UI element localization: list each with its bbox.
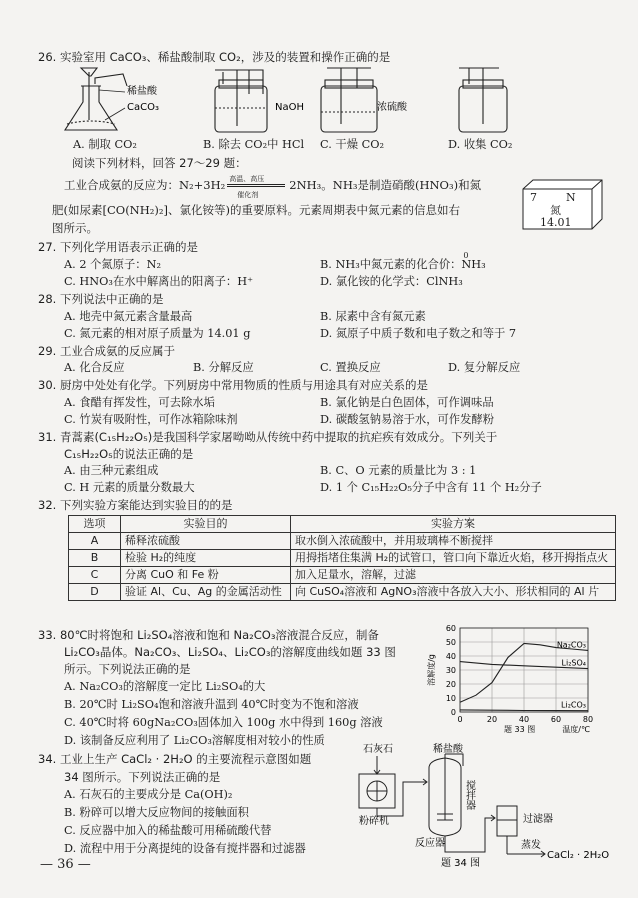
label-reactor: 反应器	[415, 838, 445, 849]
label-filter: 过滤器	[523, 814, 553, 825]
table-header-row	[69, 516, 616, 533]
label-product: CaCl₂ · 2H₂O	[547, 850, 610, 861]
q30-option-c: C. 竹炭有吸附性，可作冰箱除味剂	[64, 413, 238, 426]
header-plan: 实验方案	[291, 516, 616, 533]
y-tick-label: 60	[445, 624, 456, 633]
element-number: 7	[530, 191, 537, 204]
x-axis-label: 温度/℃	[562, 725, 590, 734]
chart-caption: 题 33 图	[504, 725, 536, 734]
table-row: D 验证 Al、Cu、Ag 的金属活动性 向 CuSO₄溶液和 AgNO₃溶液中各放入大小、形状相同的 Al 片	[69, 584, 616, 601]
series-line-3	[460, 710, 588, 711]
q33-stem-2: Li₂CO₃晶体。Na₂CO₃、Li₂SO₄、Li₂CO₃的溶解度曲线如题 33 图	[64, 645, 396, 659]
series-label-2: Li₂SO₄	[561, 658, 586, 668]
q33-option-c: C. 40℃时将 60gNa₂CO₃固体加入 100g 水中得到 160g 溶液	[64, 716, 383, 729]
label-stirrer: 搅拌器	[463, 780, 475, 810]
q26-option-a: A. 制取 CO₂	[73, 138, 137, 151]
element-mass: 14.01	[540, 216, 572, 229]
table-row: B 检验 H₂的纯度 用拇指堵住集满 H₂的试管口，管口向下靠近火焰，移开拇指点火	[69, 550, 616, 567]
q27-option-c: C. HNO₃在水中解离出的阳离子：H⁺	[64, 275, 254, 288]
q30-stem: 30. 厨房中处处有化学。下列厨房中常用物质的性质与用途具有对应关系的是	[38, 378, 428, 392]
q29-option-d: D. 复分解反应	[448, 361, 521, 374]
q28-stem: 28. 下列说法中正确的是	[38, 292, 164, 306]
apparatus-c-dry-bottle	[321, 68, 377, 132]
solubility-chart	[420, 622, 620, 742]
q33-option-a: A. Na₂CO₃的溶解度一定比 Li₂SO₄的大	[64, 680, 266, 693]
q27-stem: 27. 下列化学用语表示正确的是	[38, 240, 198, 254]
label-evaporate: 蒸发	[521, 840, 541, 851]
q33-option-d: D. 该制备反应利用了 Li₂CO₃溶解度相对较小的性质	[64, 734, 325, 747]
q26-apparatus-figure	[55, 64, 595, 136]
series-label-1: Na₂CO₃	[556, 640, 586, 650]
q27-option-b: B. NH₃中氮元素的化合价： 0 NH₃	[320, 251, 486, 271]
q26-option-c: C. 干燥 CO₂	[320, 138, 385, 151]
q28-option-b: B. 尿素中含有氮元素	[320, 310, 426, 323]
reading-line-1: 工业合成氨的反应为：N₂+3H₂ 高温、高压 催化剂 2NH₃。NH₃是制造硝酸(HNO₃)和氮	[64, 178, 481, 192]
q33-option-b: B. 20℃时 Li₂SO₄饱和溶液升温到 40℃时变为不饱和溶液	[64, 698, 359, 711]
q31-option-d: D. 1 个 C₁₅H₂₂O₅分子中含有 11 个 H₂分子	[320, 481, 542, 494]
reading-intro: 阅读下列材料，回答 27～29 题：	[72, 156, 247, 170]
filter-icon	[497, 806, 517, 854]
q33-stem-3: 所示。下列说法正确的是	[64, 662, 191, 676]
q26-option-b: B. 除去 CO₂中 HCl	[203, 138, 305, 151]
q28-option-c: C. 氮元素的相对原子质量为 14.01 g	[64, 327, 251, 340]
q32-experiment-table	[68, 515, 616, 601]
q26-option-d: D. 收集 CO₂	[448, 138, 513, 151]
caption-fig34: 题 34 图	[441, 858, 481, 869]
q27-valence-mark: 0	[463, 251, 469, 260]
reaction-condition-bottom: 催化剂	[237, 191, 259, 199]
q29-stem: 29. 工业合成氨的反应属于	[38, 344, 175, 358]
q34-option-b: B. 粉碎可以增大反应物间的接触面积	[64, 806, 249, 819]
y-tick-label: 50	[445, 638, 456, 647]
q30-option-a: A. 食醋有挥发性，可去除水垢	[64, 396, 215, 409]
x-tick-label: 0	[457, 715, 463, 724]
q31-option-c: C. H 元素的质量分数最大	[64, 481, 195, 494]
x-tick-label: 80	[582, 715, 594, 724]
label-hydrochloric-acid: 稀盐酸	[127, 86, 157, 97]
label-naoh: NaOH	[275, 102, 304, 113]
q29-option-b: B. 分解反应	[193, 361, 254, 374]
y-tick-label: 20	[445, 680, 456, 689]
x-tick-label: 40	[518, 715, 530, 724]
label-dilute-hcl: 稀盐酸	[433, 744, 463, 755]
y-tick-label: 10	[445, 694, 456, 703]
q28-option-d: D. 氮原子中质子数和电子数之和等于 7	[320, 327, 517, 340]
apparatus-a-flask	[65, 68, 127, 130]
q33-stem-1: 33. 80℃时将饱和 Li₂SO₄溶液和饱和 Na₂CO₃溶液混合反应，制备	[38, 628, 379, 642]
process-flow-diagram	[345, 742, 620, 870]
label-conc-sulfuric-acid: 浓硫酸	[377, 102, 407, 113]
q28-option-a: A. 地壳中氮元素含量最高	[64, 310, 193, 323]
q29-option-c: C. 置换反应	[320, 361, 381, 374]
table-row: A 稀释浓硫酸 取水倒入浓硫酸中，并用玻璃棒不断搅拌	[69, 533, 616, 550]
q29-option-a: A. 化合反应	[64, 361, 125, 374]
q34-stem-2: 34 图所示。下列说法正确的是	[64, 770, 221, 784]
label-caco3: CaCO₃	[127, 102, 159, 113]
header-goal: 实验目的	[121, 516, 291, 533]
y-axis-label: 溶解度/g	[427, 654, 436, 686]
q30-option-d: D. 碳酸氢钠易溶于水，可作发酵粉	[320, 413, 494, 426]
y-tick-label: 0	[450, 708, 456, 717]
q31-option-b: B. C、O 元素的质量比为 3 : 1	[320, 464, 477, 477]
reading-line-2: 肥(如尿素[CO(NH₂)₂]、氯化铵等)的重要原料。元素周期表中氮元素的信息如右	[52, 203, 460, 217]
q30-option-b: B. 氯化钠是白色固体，可作调味品	[320, 396, 494, 409]
reading-line-3: 图所示。	[52, 221, 98, 235]
element-symbol: N	[566, 191, 576, 204]
apparatus-d-collect-bottle	[459, 68, 507, 132]
q27-option-d: D. 氯化铵的化学式：ClNH₃	[320, 275, 463, 288]
x-tick-label: 20	[486, 715, 498, 724]
q26-stem: 26. 实验室用 CaCO₃、稀盐酸制取 CO₂，涉及的装置和操作正确的是	[38, 50, 391, 64]
series-label-3: Li₂CO₃	[561, 700, 586, 710]
q31-stem-1: 31. 青蒿素(C₁₅H₂₂O₅)是我国科学家屠呦呦从传统中药中提取的抗疟疾有效成分。下列关于	[38, 430, 498, 444]
q31-stem-2: C₁₅H₂₂O₅的说法正确的是	[64, 447, 194, 461]
x-tick-label: 60	[550, 715, 562, 724]
crusher-icon	[359, 756, 395, 808]
element-name: 氮	[550, 204, 561, 217]
table-row: C 分离 CuO 和 Fe 粉 加入足量水，溶解，过滤	[69, 567, 616, 584]
q34-option-a: A. 石灰石的主要成分是 Ca(OH)₂	[64, 788, 233, 801]
reaction-condition-top: 高温、高压	[229, 175, 265, 183]
element-tile-nitrogen	[522, 185, 608, 231]
label-crusher: 粉碎机	[359, 816, 389, 827]
q31-option-a: A. 由三种元素组成	[64, 464, 159, 477]
q34-option-d: D. 流程中用于分离提纯的设备有搅拌器和过滤器	[64, 842, 306, 855]
q34-option-c: C. 反应器中加入的稀盐酸可用稀硫酸代替	[64, 824, 272, 837]
header-option: 选项	[69, 516, 121, 533]
q32-stem: 32. 下列实验方案能达到实验目的的是	[38, 498, 233, 512]
page-number: — 36 —	[40, 857, 91, 872]
q27-option-a: A. 2 个氮原子：N₂	[64, 258, 162, 271]
y-tick-label: 40	[445, 652, 456, 661]
apparatus-b-wash-bottle	[215, 70, 267, 132]
q34-stem-1: 34. 工业上生产 CaCl₂ · 2H₂O 的主要流程示意图如题	[38, 752, 312, 766]
stirrer-label	[464, 779, 476, 811]
y-tick-label: 30	[445, 666, 456, 675]
label-limestone: 石灰石	[363, 744, 393, 755]
reactor-icon	[429, 754, 461, 844]
